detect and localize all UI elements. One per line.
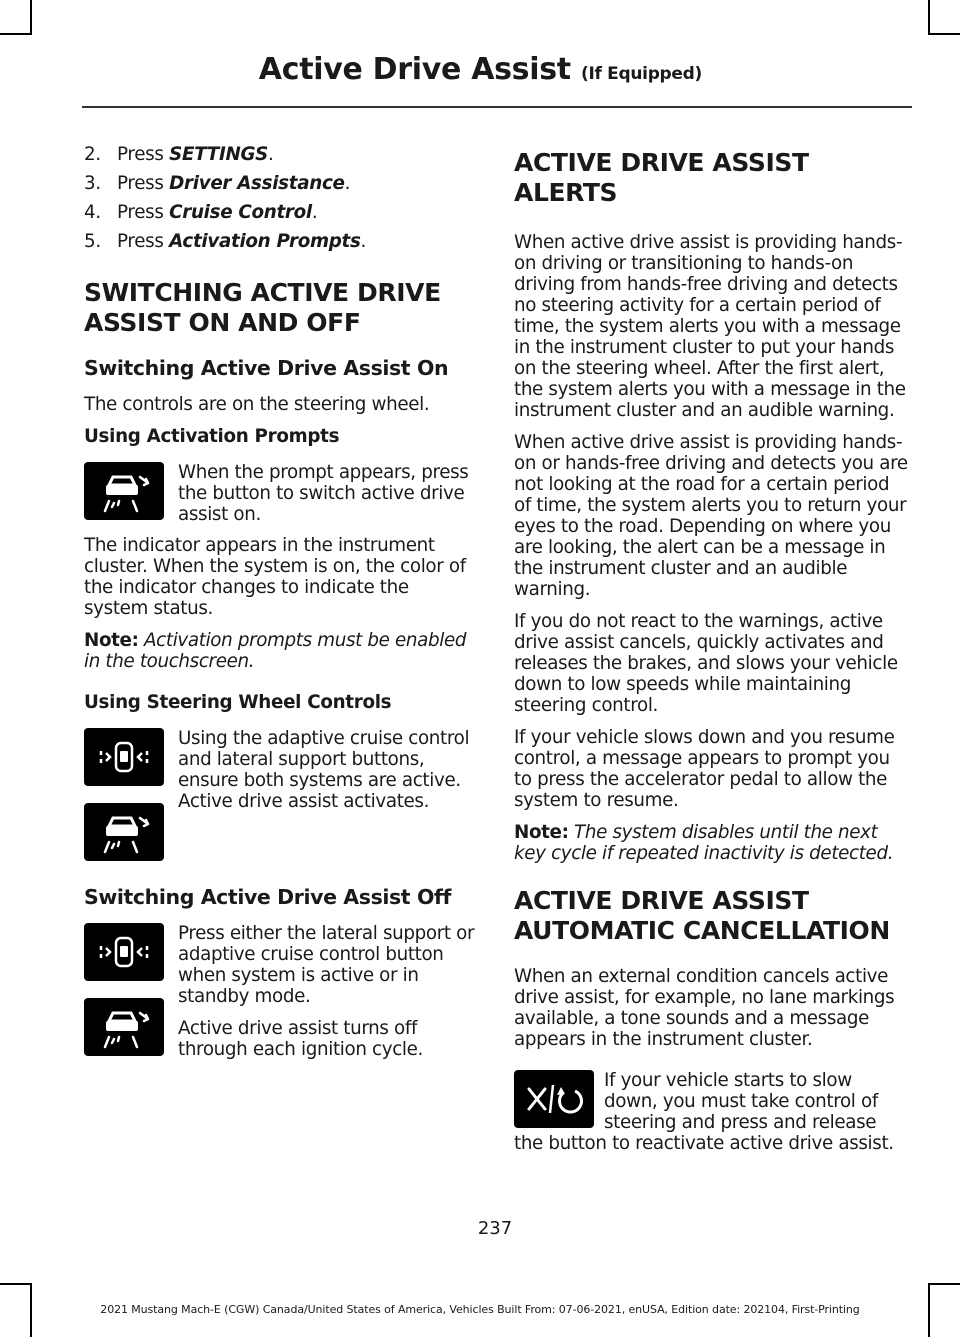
crop-mark: [0, 1283, 32, 1285]
prompts-block: [84, 462, 476, 525]
header-title-text: Active Drive Assist: [258, 52, 571, 87]
crop-mark: [0, 33, 32, 35]
cancel-paragraph-2: If your vehicle starts to slow down, you must take control of steering and press and release the button to reactivate active drive assist.: [514, 1070, 894, 1154]
crop-mark: [928, 0, 930, 34]
crop-mark: [928, 1283, 960, 1285]
crop-mark: [928, 33, 960, 35]
crop-mark: [30, 0, 32, 34]
subheading-switching-off: Switching Active Drive Assist Off: [84, 885, 452, 909]
cancel-paragraph-1: When an external condition cancels active drive assist, for example, no lane markings available, a tone sounds and a message appears in the instrument cluster.: [514, 966, 895, 1050]
left-column: [84, 140, 476, 1070]
reactivate-block: [514, 1070, 908, 1165]
alerts-paragraph-4: If your vehicle slows down and you resume control, a message appears to prompt you to press the accelerator pedal to allow the system to resume.: [514, 727, 895, 811]
active-drive-assist-icon: [84, 462, 164, 520]
switch-off-block: [84, 923, 476, 1060]
step-item: 2. Press SETTINGS.: [84, 144, 274, 165]
controls-text: The controls are on the steering wheel.: [84, 394, 430, 415]
active-drive-assist-icon: [84, 998, 164, 1056]
step-item: 3. Press Driver Assistance.: [84, 173, 351, 194]
section-heading-cancellation: ACTIVE DRIVE ASSIST AUTOMATIC CANCELLATION: [514, 886, 890, 945]
note-inactivity: Note: The system disables until the next key cycle if repeated inactivity is detected.: [514, 822, 894, 864]
right-column: [514, 140, 908, 1165]
step-item: 5. Press Activation Prompts.: [84, 231, 367, 252]
header-divider: [82, 106, 912, 108]
lane-keeping-icon: [84, 923, 164, 981]
note-activation-prompts: Note: Activation prompts must be enabled in the touchscreen.: [84, 630, 467, 672]
cancel-resume-icon: [514, 1070, 594, 1128]
alerts-paragraph-2: When active drive assist is providing hands-on or hands-free driving and detects you are not looking at the road for a certain period of time, the system alerts you to return your eyes to the road. Depending on where you are looking, the alert can be a message in the instrument cluster and an audible warning.: [514, 432, 908, 600]
prompts-text: When the prompt appears, press the button to switch active drive assist on.: [178, 462, 469, 525]
alerts-paragraph-3: If you do not react to the warnings, active drive assist cancels, quickly activates and releases the brakes, and slows your vehicle down to low speeds while maintaining steering control.: [514, 611, 898, 716]
lane-keeping-icon: [84, 728, 164, 786]
active-drive-assist-icon: [84, 803, 164, 861]
heading-steering-wheel-controls: Using Steering Wheel Controls: [84, 692, 392, 713]
page-number: 237: [477, 1218, 513, 1239]
alerts-paragraph-1: When active drive assist is providing hands-on driving or transitioning to hands-on driving from hands-free driving and detects no steering activity for a certain period of time, the system alerts you with a message in the instrument cluster to put your hands on the steering wheel. After the first alert, the system alerts you with a message in the instrument cluster and an audible warning.: [514, 232, 906, 421]
ignition-cycle-text: Active drive assist turns off through each ignition cycle.: [178, 1018, 423, 1060]
page-header-title: [259, 52, 702, 87]
section-heading-switching: SWITCHING ACTIVE DRIVE ASSIST ON AND OFF: [84, 278, 441, 337]
subheading-switching-on: Switching Active Drive Assist On: [84, 356, 449, 380]
settings-steps: [84, 140, 476, 256]
wheel-controls-block: [84, 728, 476, 861]
switch-off-text: Press either the lateral support or adaptive cruise control button when system is active or in standby mode.: [178, 923, 475, 1007]
step-item: 4. Press Cruise Control.: [84, 202, 318, 223]
heading-activation-prompts: Using Activation Prompts: [84, 426, 340, 447]
indicator-text: The indicator appears in the instrument cluster. When the system is on, the color of the indicator changes to indicate the system status.: [84, 535, 466, 619]
footer-text: 2021 Mustang Mach-E (CGW) Canada/United States of America, Vehicles Built From: 07-06-2021, enUSA, Edition date: 202104, First-Printing: [100, 1303, 860, 1316]
wheel-controls-text: Using the adaptive cruise control and lateral support buttons, ensure both systems are active. Active drive assist activates.: [178, 728, 470, 812]
section-heading-alerts: ACTIVE DRIVE ASSIST ALERTS: [514, 148, 809, 207]
header-title-suffix: (If Equipped): [580, 64, 702, 84]
